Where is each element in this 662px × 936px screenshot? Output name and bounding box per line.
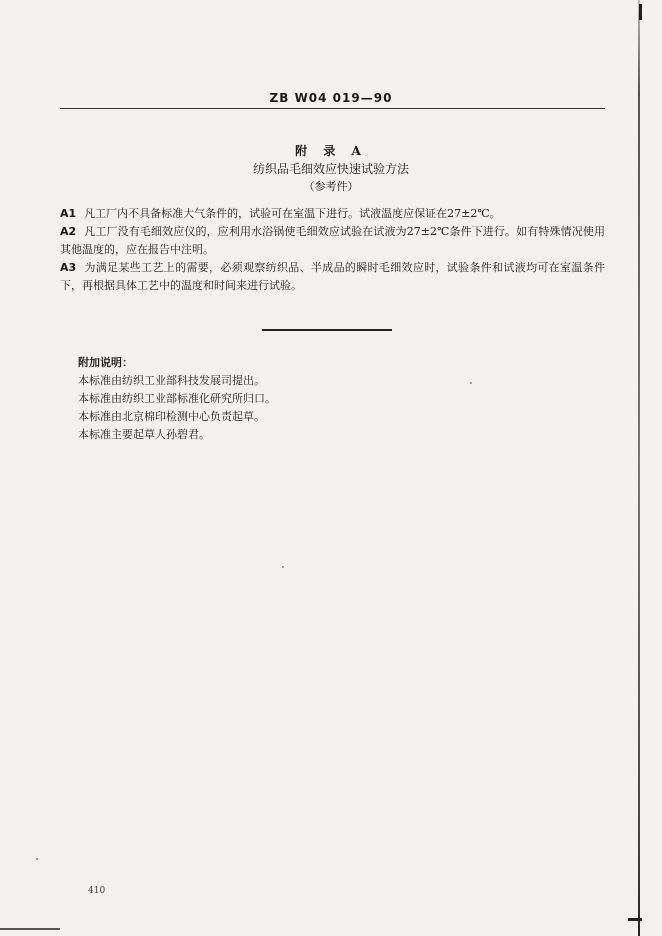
appendix-label: 附 录 A bbox=[295, 144, 367, 158]
clause-text: 凡工厂没有毛细效应仪的，应利用水浴锅使毛细效应试验在试液为27±2℃条件下进行。如有特殊情况使用其他温度的，应在报告中注明。 bbox=[60, 225, 605, 256]
binding-mark-top bbox=[639, 4, 642, 20]
note-line: 本标准由纺织工业部标准化研究所归口。 bbox=[78, 392, 276, 405]
scan-speck bbox=[36, 858, 38, 860]
page-number: 410 bbox=[88, 886, 106, 896]
note-line: 本标准主要起草人孙碧君。 bbox=[78, 428, 210, 441]
bottom-edge-mark bbox=[0, 928, 60, 930]
appendix-note: （参考件） bbox=[303, 180, 359, 193]
section-divider bbox=[262, 329, 392, 331]
notes-heading: 附加说明： bbox=[78, 356, 133, 369]
standard-code: ZB W04 019—90 bbox=[269, 91, 393, 105]
clause-number: A1 bbox=[60, 207, 77, 220]
scan-speck bbox=[282, 566, 284, 568]
note-line: 本标准由北京棉印检测中心负责起草。 bbox=[78, 410, 265, 423]
clause-a2 bbox=[60, 223, 605, 259]
clause-a1 bbox=[60, 205, 605, 223]
binding-mark-bottom bbox=[628, 918, 642, 921]
header-rule bbox=[60, 108, 605, 109]
additional-notes bbox=[78, 354, 578, 444]
clause-text: 为满足某些工艺上的需要，必须观察纺织品、半成品的瞬时毛细效应时，试验条件和试液均可在室温条件下，再根据具体工艺中的温度和时间来进行试验。 bbox=[60, 261, 605, 292]
clause-number: A2 bbox=[60, 225, 77, 238]
clause-list bbox=[60, 205, 605, 295]
clause-number: A3 bbox=[60, 261, 77, 274]
clause-a3 bbox=[60, 259, 605, 295]
scan-speck bbox=[470, 382, 472, 384]
binding-edge bbox=[638, 0, 640, 936]
note-line: 本标准由纺织工业部科技发展司提出。 bbox=[78, 374, 265, 387]
appendix-title: 纺织品毛细效应快速试验方法 bbox=[252, 162, 409, 176]
clause-text: 凡工厂内不具备标准大气条件的，试验可在室温下进行。试液温度应保证在27±2℃。 bbox=[84, 207, 501, 220]
